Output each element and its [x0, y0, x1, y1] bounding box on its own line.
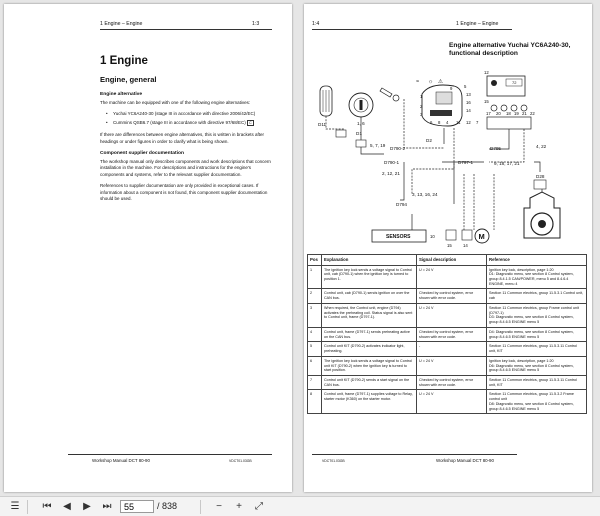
engine-alt-heading: Engine alternative — [100, 92, 143, 97]
table-cell-explanation: Control unit KIT (D790-2) sends a start signal on the CAN bus. — [322, 375, 417, 389]
diagram-label: 10 — [430, 234, 435, 239]
table-cell-reference: Section 11 Common electrics, group 11.5.3.11 Control unit, KIT — [487, 342, 587, 356]
functional-diagram — [304, 4, 592, 254]
table-row — [308, 375, 587, 389]
indicator-symbols-icon — [416, 78, 444, 85]
page-left — [4, 4, 292, 492]
component-paragraph-1: The workshop manual only describes components and work descriptions that concern installation in the machine. For descriptions and instructions for the engine's components and systems, refer to the relevant supplier documentation. — [100, 159, 271, 177]
diagram-label: 15 — [484, 99, 489, 104]
relay-box — [446, 230, 456, 240]
diagram-label: 7 — [476, 120, 479, 125]
table-cell-pos: 2 — [308, 289, 322, 303]
diagram-label: D28 — [536, 174, 545, 179]
table-row — [308, 265, 587, 289]
diagram-label: 8 — [438, 120, 441, 125]
diagram-label: 2 — [420, 104, 423, 109]
diagram-label: 9, 18, 17, 21 — [494, 161, 520, 166]
table-row — [308, 390, 587, 414]
engine-warning-icon: ⚠ — [438, 79, 443, 85]
table-cell-reference: Ignition key lock, description, page 1:20 D6: Diagnostic menu, see section 8 Control system, group 8.4.6.5 ENGINE menu 5 — [487, 356, 587, 375]
diagram-label: 3, 13, 16, 24 — [412, 192, 438, 197]
diagram-label: 9 — [450, 86, 453, 91]
table-cell-signal: - — [417, 342, 487, 356]
chapter-title: 1 Engine — [100, 55, 148, 67]
table-cell-explanation: Control unit KIT (D790-2) activates indicator light, preheating. — [322, 342, 417, 356]
diagram-label: 21 — [522, 111, 527, 116]
page-header-number: 1:3 — [252, 21, 260, 27]
diagram-label: D11 — [318, 122, 327, 127]
diagram-label: 6 — [430, 120, 433, 125]
relay-box — [462, 230, 472, 240]
diagram-label: D794 — [396, 202, 407, 207]
footer-title: Workshop Manual DCT 80-90 — [92, 458, 150, 463]
page-total: / 838 — [157, 501, 178, 511]
toolbar-divider — [27, 500, 28, 514]
table-cell-explanation: When required, the Control unit, engine (D794) activates the preheating coil. Status signal is also sent to Control unit, frame (D797-1). — [322, 303, 417, 327]
column-header: Reference — [487, 255, 587, 266]
table-row — [308, 342, 587, 356]
table-cell-explanation: Control unit, cab (D790-1) sends ignition on over the CAN bus. — [322, 289, 417, 303]
table-cell-pos: 4 — [308, 327, 322, 341]
footer-code: VDCT01.03GB — [229, 459, 252, 463]
table-row — [308, 289, 587, 303]
table-cell-reference: Section 11 Common electrics, group 11.5.3.2 Frame control unit D8: Diagnostic menu, see section 8 Control system, group 8.4.6.5 ENGINE menu 5 — [487, 390, 587, 414]
table-cell-explanation: The ignition key lock sends a voltage signal to Control unit, cab (D790-1) when the ignition key is turned to position 1. — [322, 265, 417, 289]
table-cell-reference: Ignition key lock, description, page 1:20 D1: Diagnostic menu, see section 8 Control system, group 8.4.1.5 CAN/POWER, menu 5 and 8.4.6.4 ENGINE, menu 4 — [487, 265, 587, 289]
diagram-label: 12 — [466, 120, 471, 125]
diagram-label: D795 — [490, 146, 501, 151]
diagram-label: D797-1 — [458, 160, 474, 165]
sidebar-toggle-icon[interactable]: ☰ — [10, 501, 20, 512]
table-cell-pos: 5 — [308, 342, 322, 356]
reference-symbol-icon: C — [249, 120, 252, 125]
table-row — [308, 356, 587, 375]
glow-plug-icon: ≈ — [416, 79, 420, 85]
engine-alt-intro: The machine can be equipped with one of the following engine alternatives: — [100, 100, 251, 105]
diagram-label: 1, 6 — [357, 121, 365, 126]
table-cell-signal: U = 24 V — [417, 265, 487, 289]
table-cell-pos: 6 — [308, 356, 322, 375]
key-switch-icon — [380, 88, 399, 101]
display-readout: 72 — [512, 80, 517, 85]
zoom-out-icon[interactable]: − — [216, 501, 222, 512]
last-page-icon[interactable]: ⏭ — [102, 501, 112, 512]
fit-page-icon[interactable]: ⤢ — [255, 501, 263, 512]
table-row — [308, 327, 587, 341]
diagram-label: 2, 12, 21 — [382, 171, 400, 176]
diagram-label: 19 — [514, 111, 519, 116]
list-item: • Yuchai YC6A240-30 (stage III in accordance with directive 2006/42/EC) — [106, 111, 272, 117]
page-right — [304, 4, 592, 492]
diagram-label: 15 — [447, 243, 452, 248]
diagram-label: 17 — [486, 111, 491, 116]
engine-icon — [524, 192, 560, 238]
header-rule — [100, 29, 272, 30]
footer-code: VDCT01.03GB — [322, 459, 345, 463]
diagram-label: 4, 22 — [536, 144, 547, 149]
component-heading: Component supplier documentation — [100, 151, 184, 157]
table-cell-pos: 7 — [308, 375, 322, 389]
diagram-label: 20 — [496, 111, 501, 116]
diagram-label: 5 — [464, 84, 467, 89]
diagram-label: 3 — [420, 112, 423, 117]
alt-note: If there are differences between engine alternatives, this is written in brackets after headings or under figures in order to clarify what is being shown. — [100, 132, 265, 144]
diagram-label: 13 — [466, 92, 471, 97]
zoom-in-icon[interactable]: + — [236, 501, 242, 512]
viewer-toolbar — [0, 496, 600, 516]
diagram-label: 5, 7, 19 — [370, 143, 386, 148]
table-row — [308, 303, 587, 327]
control-lever-icon — [320, 86, 332, 116]
table-cell-pos: 3 — [308, 303, 322, 327]
table-cell-signal: U = 24 V — [417, 356, 487, 375]
oil-pressure-icon: ☼ — [428, 79, 434, 85]
table-cell-signal: Checked by control system, error shown with error code. — [417, 289, 487, 303]
diagram-label: D2 — [426, 138, 432, 143]
table-cell-pos: 1 — [308, 265, 322, 289]
diagram-label: 22 — [530, 111, 535, 116]
previous-page-icon[interactable]: ◀ — [63, 501, 71, 512]
table-cell-explanation: Control unit, frame (D797-1) sends preheating active on the CAN bus. — [322, 327, 417, 341]
toolbar-divider — [200, 500, 201, 514]
table-cell-reference: D4: Diagnostic menu, see section 8 Control system, group 8.4.6.5 ENGINE menu 5 — [487, 327, 587, 341]
diagram-label: 12 — [484, 70, 489, 75]
diagram-label: D790-2 — [390, 146, 406, 151]
table-cell-reference: Section 11 Common electrics, group 11.5.3.1 Control unit, cab — [487, 289, 587, 303]
reference-table — [307, 254, 587, 414]
table-cell-explanation: The ignition key lock sends a voltage signal to Control unit KIT (D790-2) when the ignition key is turned to start position. — [322, 356, 417, 375]
column-header: Signal description — [417, 255, 487, 266]
page-header-title: 1 Engine – Engine — [100, 21, 143, 27]
diagram-label: 18 — [506, 111, 511, 116]
diagram-label: 4 — [446, 120, 449, 125]
diagram-label: 1 — [420, 94, 423, 99]
motor-label: M — [478, 232, 485, 241]
table-cell-pos: 8 — [308, 390, 322, 414]
diagram-label: 14 — [466, 108, 471, 113]
footer-rule — [68, 454, 272, 455]
diagram-label: D790-1 — [384, 160, 400, 165]
control-panel-icon — [487, 76, 531, 129]
component-paragraph-2: References to supplier documentation are only provided in exceptional cases. If information about a component is not found, this component supplier documentation should be used. — [100, 183, 268, 201]
ignition-key-lock-icon — [349, 93, 373, 117]
column-header: Explanation — [322, 255, 417, 266]
table-cell-signal: U = 24 V — [417, 390, 487, 414]
table-cell-reference: Section 11 Common electrics, group 11.5.3.11 Control unit, KIT — [487, 375, 587, 389]
table-cell-reference: Section 11 Common electrics, group Frame control unit (D797-1) D3: Diagnostic menu, see section 8 Control system, group 8.4.6.5 ENGINE menu 5 — [487, 303, 587, 327]
footer-title: Workshop Manual DCT 80-90 — [436, 458, 494, 463]
diagram-label: 16 — [466, 100, 471, 105]
diagram-title: Engine alternative Yuchai YC6A240-30, functional description — [449, 42, 571, 57]
footer-rule — [312, 454, 517, 455]
page-header-title: 1 Engine – Engine — [456, 21, 499, 27]
diagram-label: 14 — [463, 243, 468, 248]
column-header: Pos — [308, 255, 322, 266]
sensors-label: SENSORS — [386, 234, 411, 240]
next-page-icon[interactable]: ▶ — [83, 501, 91, 512]
table-cell-signal: U = 24 V — [417, 303, 487, 327]
engine-alternatives-list — [106, 111, 272, 126]
table-cell-signal: Checked by control system, error shown with error code. — [417, 375, 487, 389]
diagram-label: 11 — [456, 120, 461, 125]
page-header-number: 1:4 — [312, 21, 320, 27]
section-title: Engine, general — [100, 75, 157, 84]
left-page-content — [100, 42, 272, 207]
diagram-label: D1 — [356, 131, 362, 136]
table-cell-signal: Checked by control system, error shown with error code. — [417, 327, 487, 341]
first-page-icon[interactable]: ⏮ — [42, 501, 52, 512]
table-header-row — [308, 255, 587, 266]
list-item: • Cummins QSB6.7 (stage III in accordance with directive 97/68/EC) C — [106, 120, 272, 127]
page-number-input[interactable] — [120, 500, 154, 513]
table-cell-explanation: Control unit, frame (D797-1) supplies voltage to Relay, starter motor (K360) on the starter motor. — [322, 390, 417, 414]
